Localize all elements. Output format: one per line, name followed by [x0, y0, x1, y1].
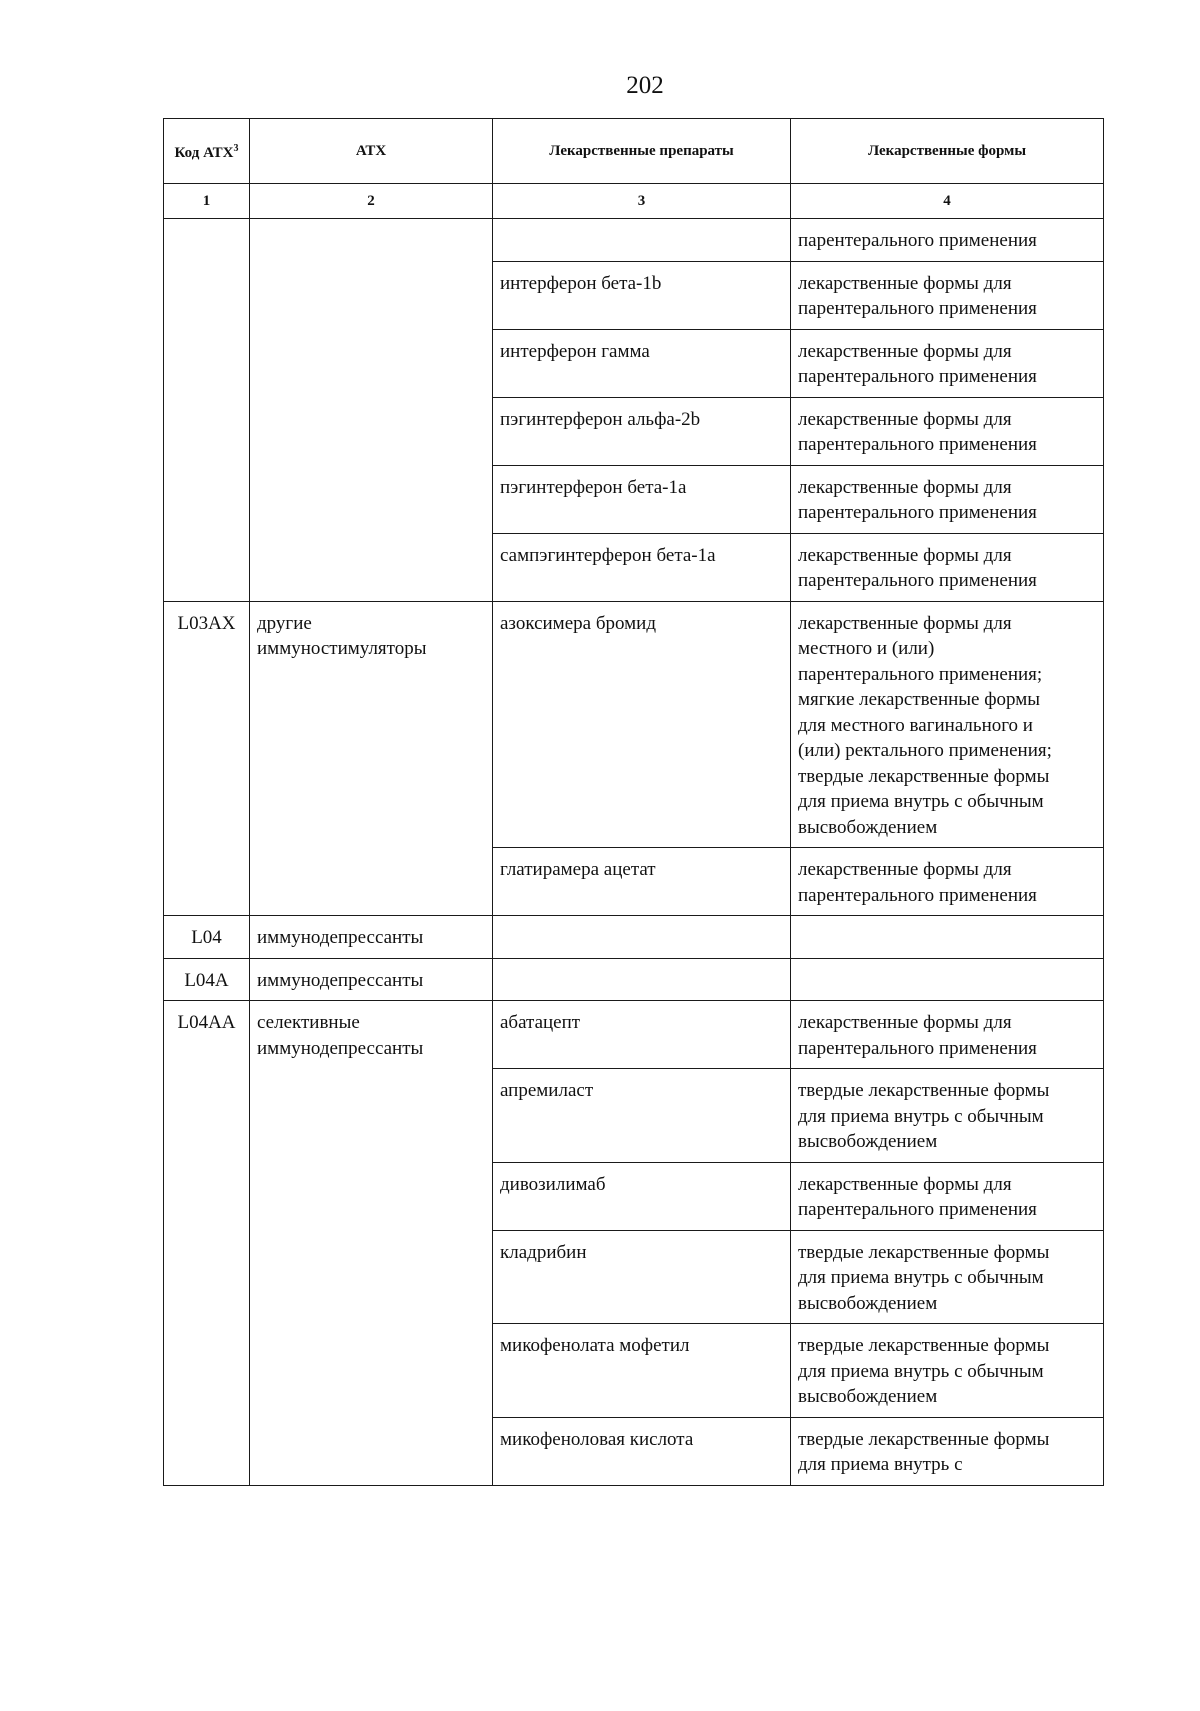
page-number: 202: [626, 72, 664, 99]
drug-cell: апремиласт: [493, 1069, 791, 1163]
code-cell: L03AX: [164, 601, 250, 916]
drug-cell: сампэгинтерферон бета-1a: [493, 533, 791, 601]
form-cell: твердые лекарственные формы для приема внутрь с обычным высвобождением: [791, 1230, 1104, 1324]
drug-cell: кладрибин: [493, 1230, 791, 1324]
header-code-label: Код АТХ: [174, 145, 234, 161]
table-row: [164, 219, 1104, 262]
code-cell: L04AA: [164, 1001, 250, 1486]
code-cell: L04: [164, 916, 250, 959]
code-cell: [164, 219, 250, 602]
form-cell: [791, 916, 1104, 959]
drug-cell: [493, 916, 791, 959]
table-row: [164, 958, 1104, 1001]
form-cell: парентерального применения: [791, 219, 1104, 262]
header-code: [164, 119, 250, 184]
code-cell: L04A: [164, 958, 250, 1001]
drug-cell: глатирамера ацетат: [493, 848, 791, 916]
form-cell: лекарственные формы для парентерального применения: [791, 329, 1104, 397]
column-number-2: 2: [250, 184, 493, 219]
table-row: [164, 1001, 1104, 1069]
drug-table: [163, 118, 1104, 1486]
column-number-4: 4: [791, 184, 1104, 219]
drug-cell: азоксимера бромид: [493, 601, 791, 848]
form-cell: лекарственные формы для парентерального применения: [791, 1162, 1104, 1230]
table-header: [164, 119, 1104, 219]
header-drugs: Лекарственные препараты: [493, 119, 791, 184]
form-cell: твердые лекарственные формы для приема внутрь с: [791, 1417, 1104, 1485]
form-cell: твердые лекарственные формы для приема внутрь с обычным высвобождением: [791, 1069, 1104, 1163]
header-atx: АТХ: [250, 119, 493, 184]
header-code-footnote: 3: [233, 143, 239, 154]
form-cell: лекарственные формы для парентерального применения: [791, 397, 1104, 465]
drug-cell: пэгинтерферон альфа-2b: [493, 397, 791, 465]
drug-cell: микофеноловая кислота: [493, 1417, 791, 1485]
form-cell: [791, 958, 1104, 1001]
column-number-1: 1: [164, 184, 250, 219]
drug-cell: абатацепт: [493, 1001, 791, 1069]
form-cell: лекарственные формы для парентерального применения: [791, 533, 1104, 601]
form-cell: лекарственные формы для парентерального применения: [791, 261, 1104, 329]
form-cell: лекарственные формы для парентерального применения: [791, 465, 1104, 533]
atx-cell: иммунодепрессанты: [250, 916, 493, 959]
form-cell: лекарственные формы для парентерального применения: [791, 1001, 1104, 1069]
atx-cell: селективные иммунодепрессанты: [250, 1001, 493, 1486]
table-row: [164, 916, 1104, 959]
drug-cell: микофенолата мофетил: [493, 1324, 791, 1418]
drug-cell: дивозилимаб: [493, 1162, 791, 1230]
table-row: [164, 601, 1104, 848]
drug-cell: интерферон гамма: [493, 329, 791, 397]
drug-cell: пэгинтерферон бета-1a: [493, 465, 791, 533]
form-cell: лекарственные формы для местного и (или) парентерального применения; мягкие лекарственные формы для местного вагинального и (или) ректального применения; твердые лекарственные формы для приема внутрь с обычным высвобождением: [791, 601, 1104, 848]
drug-cell: интерферон бета-1b: [493, 261, 791, 329]
form-cell: лекарственные формы для парентерального применения: [791, 848, 1104, 916]
atx-cell: иммунодепрессанты: [250, 958, 493, 1001]
drug-cell: [493, 219, 791, 262]
form-cell: твердые лекарственные формы для приема внутрь с обычным высвобождением: [791, 1324, 1104, 1418]
column-number-3: 3: [493, 184, 791, 219]
header-forms: Лекарственные формы: [791, 119, 1104, 184]
drug-cell: [493, 958, 791, 1001]
atx-cell: другие иммуностимуляторы: [250, 601, 493, 916]
atx-cell: [250, 219, 493, 602]
